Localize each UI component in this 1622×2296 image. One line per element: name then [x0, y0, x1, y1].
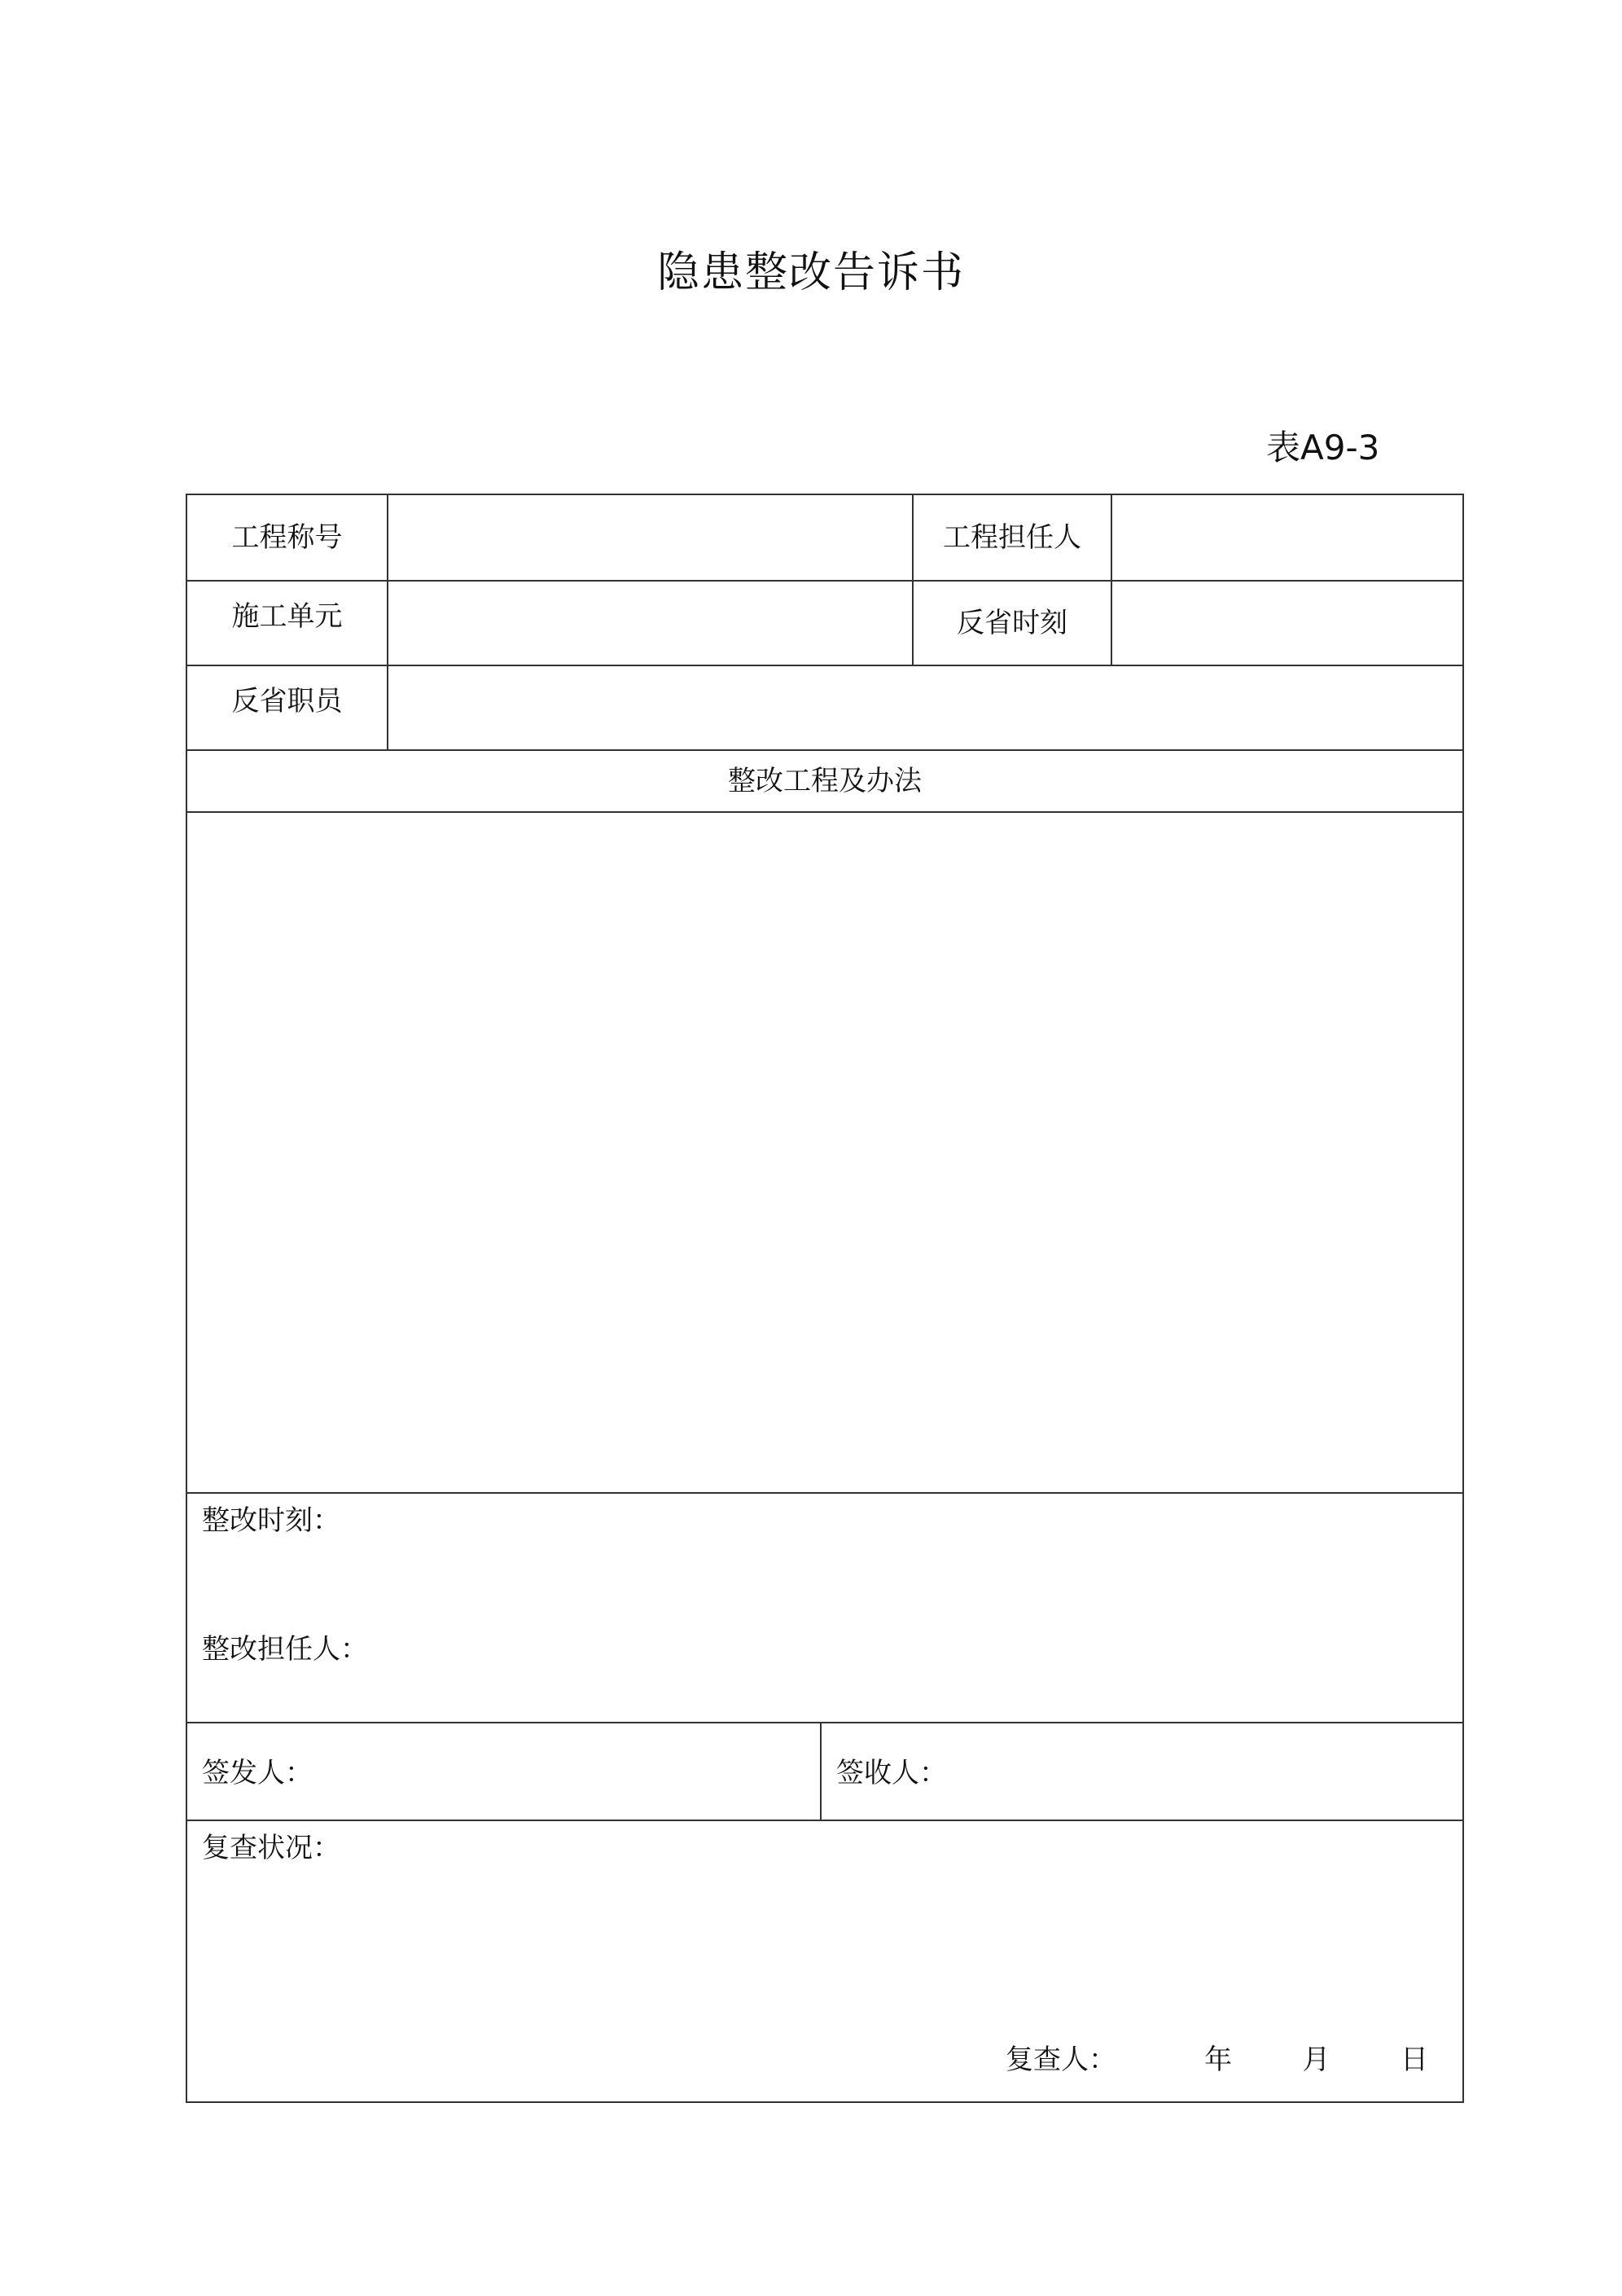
reviewer-signature-line — [1006, 2041, 1428, 2079]
construction-unit-label: 施工单元 — [186, 581, 388, 665]
form-row-rectification-content — [186, 812, 1463, 1493]
project-name-label: 工程称号 — [186, 494, 388, 581]
issuer-cell[interactable] — [186, 1723, 821, 1820]
inspection-time-field[interactable] — [1111, 581, 1463, 665]
inspection-time-label: 反省时刻 — [913, 581, 1111, 665]
form-code: 表A9-3 — [1266, 428, 1380, 468]
form-row-inspector — [186, 665, 1463, 750]
construction-unit-field[interactable] — [388, 581, 913, 665]
form-row-signatures — [186, 1723, 1463, 1820]
inspector-field[interactable] — [388, 665, 1463, 750]
form-row-rectification-info — [186, 1493, 1463, 1723]
project-manager-label: 工程担任人 — [913, 494, 1111, 581]
inspector-label: 反省职员 — [186, 665, 388, 750]
receiver-cell[interactable] — [821, 1723, 1463, 1820]
reinspection-cell[interactable] — [186, 1820, 1463, 2102]
form-row-unit — [186, 581, 1463, 665]
notice-form-table — [186, 494, 1464, 2103]
day-label: 日 — [1401, 2044, 1428, 2076]
document-title: 隐患整改告诉书 — [656, 248, 965, 297]
reinspection-status-label: 复查状况： — [202, 1832, 340, 1864]
form-row-reinspection — [186, 1820, 1463, 2102]
rectification-items-content[interactable] — [186, 812, 1463, 1493]
project-manager-field[interactable] — [1111, 494, 1463, 581]
project-name-field[interactable] — [388, 494, 913, 581]
rectification-time-label: 整改时刻： — [202, 1504, 340, 1537]
month-label: 月 — [1302, 2044, 1330, 2076]
rectification-person-label: 整改担任人： — [202, 1633, 368, 1666]
receiver-label: 签收人： — [836, 1757, 947, 1789]
rectification-items-header: 整改工程及办法 — [186, 750, 1463, 812]
issuer-label: 签发人： — [202, 1757, 313, 1789]
year-label: 年 — [1204, 2044, 1233, 2076]
form-row-section-header — [186, 750, 1463, 812]
form-row-project — [186, 494, 1463, 581]
rectification-info-cell[interactable] — [186, 1493, 1463, 1723]
reviewer-label: 复查人： — [1005, 2044, 1116, 2076]
